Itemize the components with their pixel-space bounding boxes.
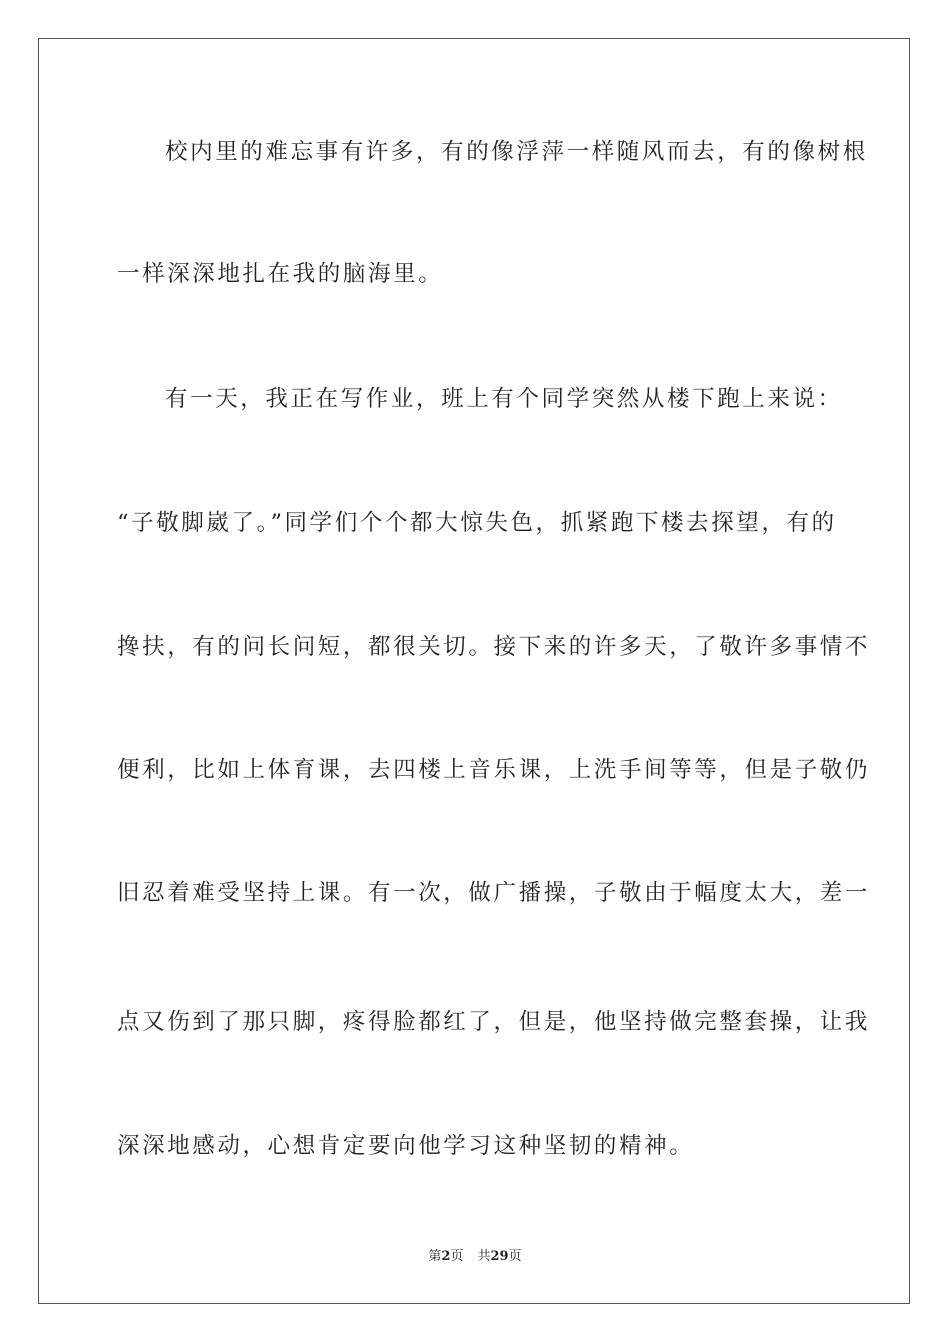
paragraph-2-line-4: 便利，比如上体育课，去四楼上音乐课，上洗手间等等，但是子敬仍 <box>117 757 871 783</box>
paragraph-2-line-3: 搀扶，有的问长问短，都很关切。接下来的许多天，了敬许多事情不 <box>117 634 871 660</box>
paragraph-1-line-2: 一样深深地扎在我的脑海里。 <box>117 261 444 287</box>
footer-page-number: 2 <box>441 1249 451 1264</box>
paragraph-2-line-2: “子敬脚崴了。”同学们个个都大惊失色，抓紧跑下楼去探望，有的 <box>117 510 837 536</box>
footer-total-prefix: 共 <box>477 1249 491 1264</box>
paragraph-2-line-1: 有一天，我正在写作业，班上有个同学突然从楼下跑上来说： <box>165 386 843 412</box>
paragraph-2-line-7: 深深地感动，心想肯定要向他学习这种坚韧的精神。 <box>117 1133 695 1159</box>
footer-page-prefix: 第 <box>428 1249 442 1264</box>
paragraph-2-line-5: 旧忍着难受坚持上课。有一次，做广播操，子敬由于幅度太大，差一 <box>117 880 871 906</box>
footer-page-suffix: 页 <box>450 1249 464 1264</box>
page-footer <box>0 1248 950 1266</box>
paragraph-2-line-6: 点又伤到了那只脚，疼得脸都红了，但是，他坚持做完整套操，让我 <box>117 1009 871 1035</box>
footer-total-pages: 29 <box>490 1249 509 1264</box>
footer-total-suffix: 页 <box>508 1249 522 1264</box>
paragraph-1-line-1: 校内里的难忘事有许多，有的像浮萍一样随风而去，有的像树根 <box>165 139 868 165</box>
page-border <box>38 38 910 1304</box>
